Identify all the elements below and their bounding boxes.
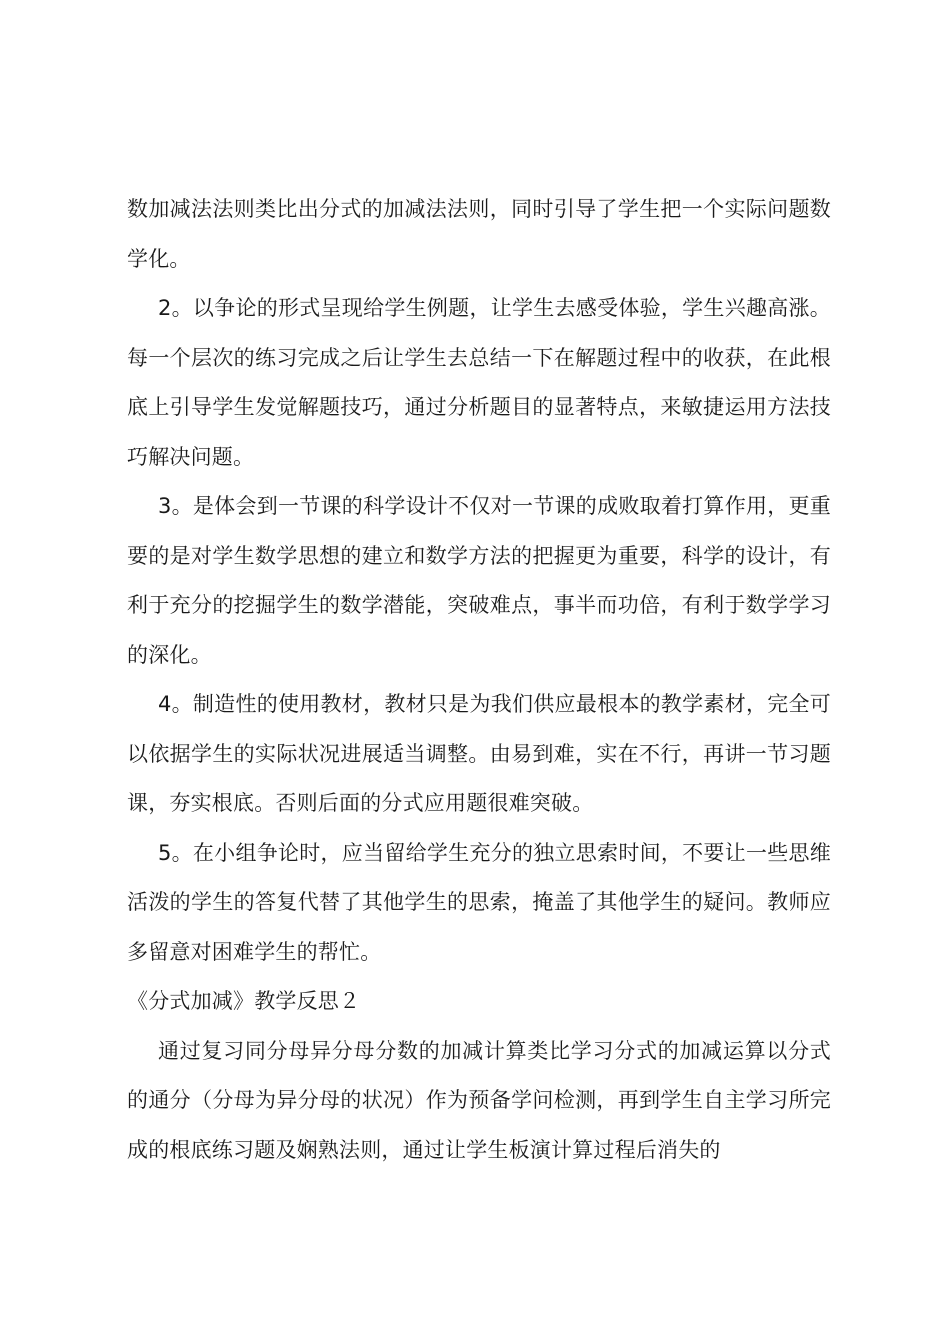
paragraph-item-4: 4。制造性的使用教材，教材只是为我们供应最根本的教学素材，完全可以依据学生的实际状况进展适当调整。由易到难，实在不行，再讲一节习题课，夯实根底。否则后面的分式应用题很难突破。: [127, 692, 831, 815]
section-heading: 《分式加减》教学反思２: [127, 989, 361, 1013]
paragraph-continuation: 数加减法法则类比出分式的加减法法则，同时引导了学生把一个实际问题数学化。: [127, 197, 831, 271]
paragraph-item-3: 3。是体会到一节课的科学设计不仅对一节课的成败取着打算作用，更重要的是对学生数学思想的建立和数学方法的把握更为重要，科学的设计，有利于充分的挖掘学生的数学潜能，突破难点，事半而功倍，有利于数学学习的深化。: [127, 494, 831, 667]
document-body: [127, 185, 831, 1175]
paragraph-item-2: 2。以争论的形式呈现给学生例题，让学生去感受体验，学生兴趣高涨。每一个层次的练习完成之后让学生去总结一下在解题过程中的收获，在此根底上引导学生发觉解题技巧，通过分析题目的显著特点，来敏捷运用方法技巧解决问题。: [127, 296, 831, 469]
paragraph-item-5: 5。在小组争论时，应当留给学生充分的独立思索时间，不要让一些思维活泼的学生的答复代替了其他学生的思索，掩盖了其他学生的疑问。教师应多留意对困难学生的帮忙。: [127, 840, 831, 964]
paragraph-intro: 通过复习同分母异分母分数的加减计算类比学习分式的加减运算以分式的通分（分母为异分母的状况）作为预备学问检测，再到学生自主学习所完成的根底练习题及娴熟法则，通过让学生板演计算过程后消失的: [127, 1038, 831, 1162]
